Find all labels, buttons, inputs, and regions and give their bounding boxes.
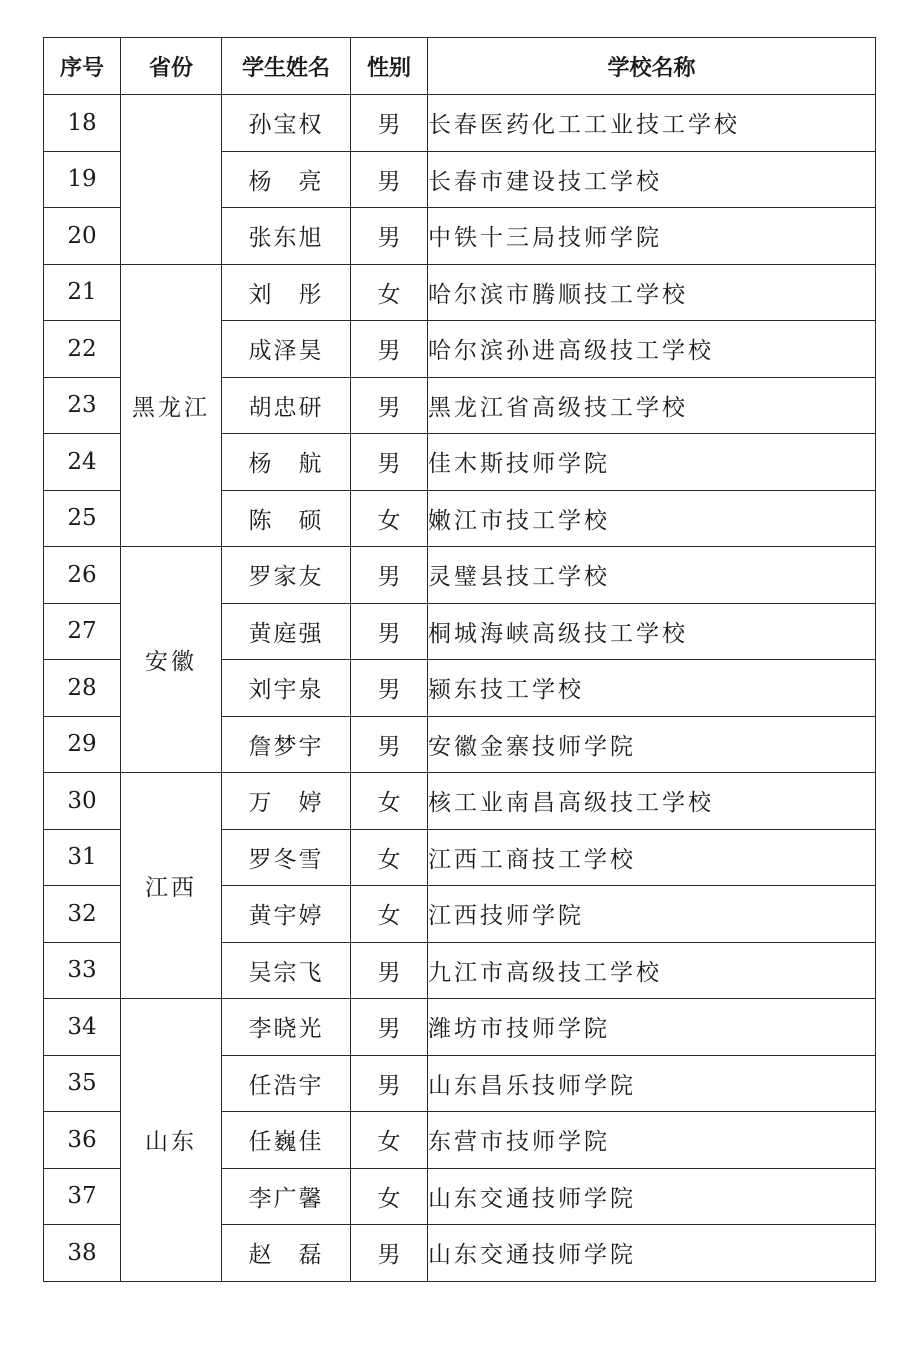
table-row	[44, 547, 876, 604]
gender: 男	[351, 151, 428, 208]
row-number: 29	[44, 716, 121, 773]
student-name: 陈 硕	[222, 490, 351, 547]
school-name: 颍东技工学校	[428, 660, 876, 717]
table-row	[44, 264, 876, 321]
gender: 女	[351, 1168, 428, 1225]
student-roster-table	[43, 37, 876, 1282]
province-cell: 安徽	[121, 547, 222, 773]
school-name: 长春医药化工工业技工学校	[428, 95, 876, 152]
gender: 男	[351, 603, 428, 660]
school-name: 长春市建设技工学校	[428, 151, 876, 208]
school-name: 灵璧县技工学校	[428, 547, 876, 604]
row-number: 20	[44, 208, 121, 265]
row-number: 32	[44, 886, 121, 943]
school-name: 潍坊市技师学院	[428, 999, 876, 1056]
province-cell: 黑龙江	[121, 264, 222, 547]
student-name: 任巍佳	[222, 1112, 351, 1169]
row-number: 28	[44, 660, 121, 717]
header-gender: 性别	[351, 38, 428, 95]
table-header-row	[44, 38, 876, 95]
gender: 男	[351, 1055, 428, 1112]
gender: 男	[351, 547, 428, 604]
row-number: 30	[44, 773, 121, 830]
header-school-name: 学校名称	[428, 38, 876, 95]
gender: 女	[351, 264, 428, 321]
gender: 女	[351, 886, 428, 943]
student-name: 李广馨	[222, 1168, 351, 1225]
gender: 女	[351, 829, 428, 886]
school-name: 东营市技师学院	[428, 1112, 876, 1169]
student-name: 黄宇婷	[222, 886, 351, 943]
school-name: 哈尔滨孙进高级技工学校	[428, 321, 876, 378]
student-name: 吴宗飞	[222, 942, 351, 999]
school-name: 核工业南昌高级技工学校	[428, 773, 876, 830]
student-name: 任浩宇	[222, 1055, 351, 1112]
row-number: 35	[44, 1055, 121, 1112]
row-number: 21	[44, 264, 121, 321]
row-number: 23	[44, 377, 121, 434]
school-name: 中铁十三局技师学院	[428, 208, 876, 265]
gender: 男	[351, 1225, 428, 1282]
gender: 男	[351, 377, 428, 434]
row-number: 37	[44, 1168, 121, 1225]
header-student-name: 学生姓名	[222, 38, 351, 95]
student-name: 成泽昊	[222, 321, 351, 378]
student-name: 杨 亮	[222, 151, 351, 208]
row-number: 24	[44, 434, 121, 491]
student-name: 刘 彤	[222, 264, 351, 321]
student-name: 罗冬雪	[222, 829, 351, 886]
gender: 男	[351, 716, 428, 773]
school-name: 山东交通技师学院	[428, 1168, 876, 1225]
school-name: 安徽金寨技师学院	[428, 716, 876, 773]
school-name: 桐城海峡高级技工学校	[428, 603, 876, 660]
school-name: 江西技师学院	[428, 886, 876, 943]
student-name: 赵 磊	[222, 1225, 351, 1282]
row-number: 19	[44, 151, 121, 208]
student-name: 黄庭强	[222, 603, 351, 660]
row-number: 26	[44, 547, 121, 604]
gender: 男	[351, 95, 428, 152]
student-name: 万 婷	[222, 773, 351, 830]
student-name: 李晓光	[222, 999, 351, 1056]
row-number: 18	[44, 95, 121, 152]
row-number: 31	[44, 829, 121, 886]
header-number: 序号	[44, 38, 121, 95]
student-name: 罗家友	[222, 547, 351, 604]
gender: 女	[351, 1112, 428, 1169]
row-number: 33	[44, 942, 121, 999]
row-number: 25	[44, 490, 121, 547]
gender: 男	[351, 434, 428, 491]
school-name: 哈尔滨市腾顺技工学校	[428, 264, 876, 321]
school-name: 佳木斯技师学院	[428, 434, 876, 491]
province-cell: 山东	[121, 999, 222, 1282]
school-name: 山东昌乐技师学院	[428, 1055, 876, 1112]
table-row	[44, 999, 876, 1056]
school-name: 九江市高级技工学校	[428, 942, 876, 999]
row-number: 22	[44, 321, 121, 378]
table-row	[44, 773, 876, 830]
student-name: 孙宝权	[222, 95, 351, 152]
province-cell: 江西	[121, 773, 222, 999]
header-province: 省份	[121, 38, 222, 95]
row-number: 36	[44, 1112, 121, 1169]
gender: 男	[351, 660, 428, 717]
student-name: 詹梦宇	[222, 716, 351, 773]
gender: 男	[351, 208, 428, 265]
student-name: 胡忠研	[222, 377, 351, 434]
school-name: 山东交通技师学院	[428, 1225, 876, 1282]
school-name: 嫩江市技工学校	[428, 490, 876, 547]
row-number: 38	[44, 1225, 121, 1282]
gender: 男	[351, 999, 428, 1056]
table-row	[44, 95, 876, 152]
gender: 女	[351, 490, 428, 547]
student-name: 张东旭	[222, 208, 351, 265]
school-name: 黑龙江省高级技工学校	[428, 377, 876, 434]
gender: 男	[351, 321, 428, 378]
school-name: 江西工商技工学校	[428, 829, 876, 886]
province-cell	[121, 95, 222, 265]
student-name: 杨 航	[222, 434, 351, 491]
row-number: 27	[44, 603, 121, 660]
student-name: 刘宇泉	[222, 660, 351, 717]
row-number: 34	[44, 999, 121, 1056]
gender: 女	[351, 773, 428, 830]
gender: 男	[351, 942, 428, 999]
